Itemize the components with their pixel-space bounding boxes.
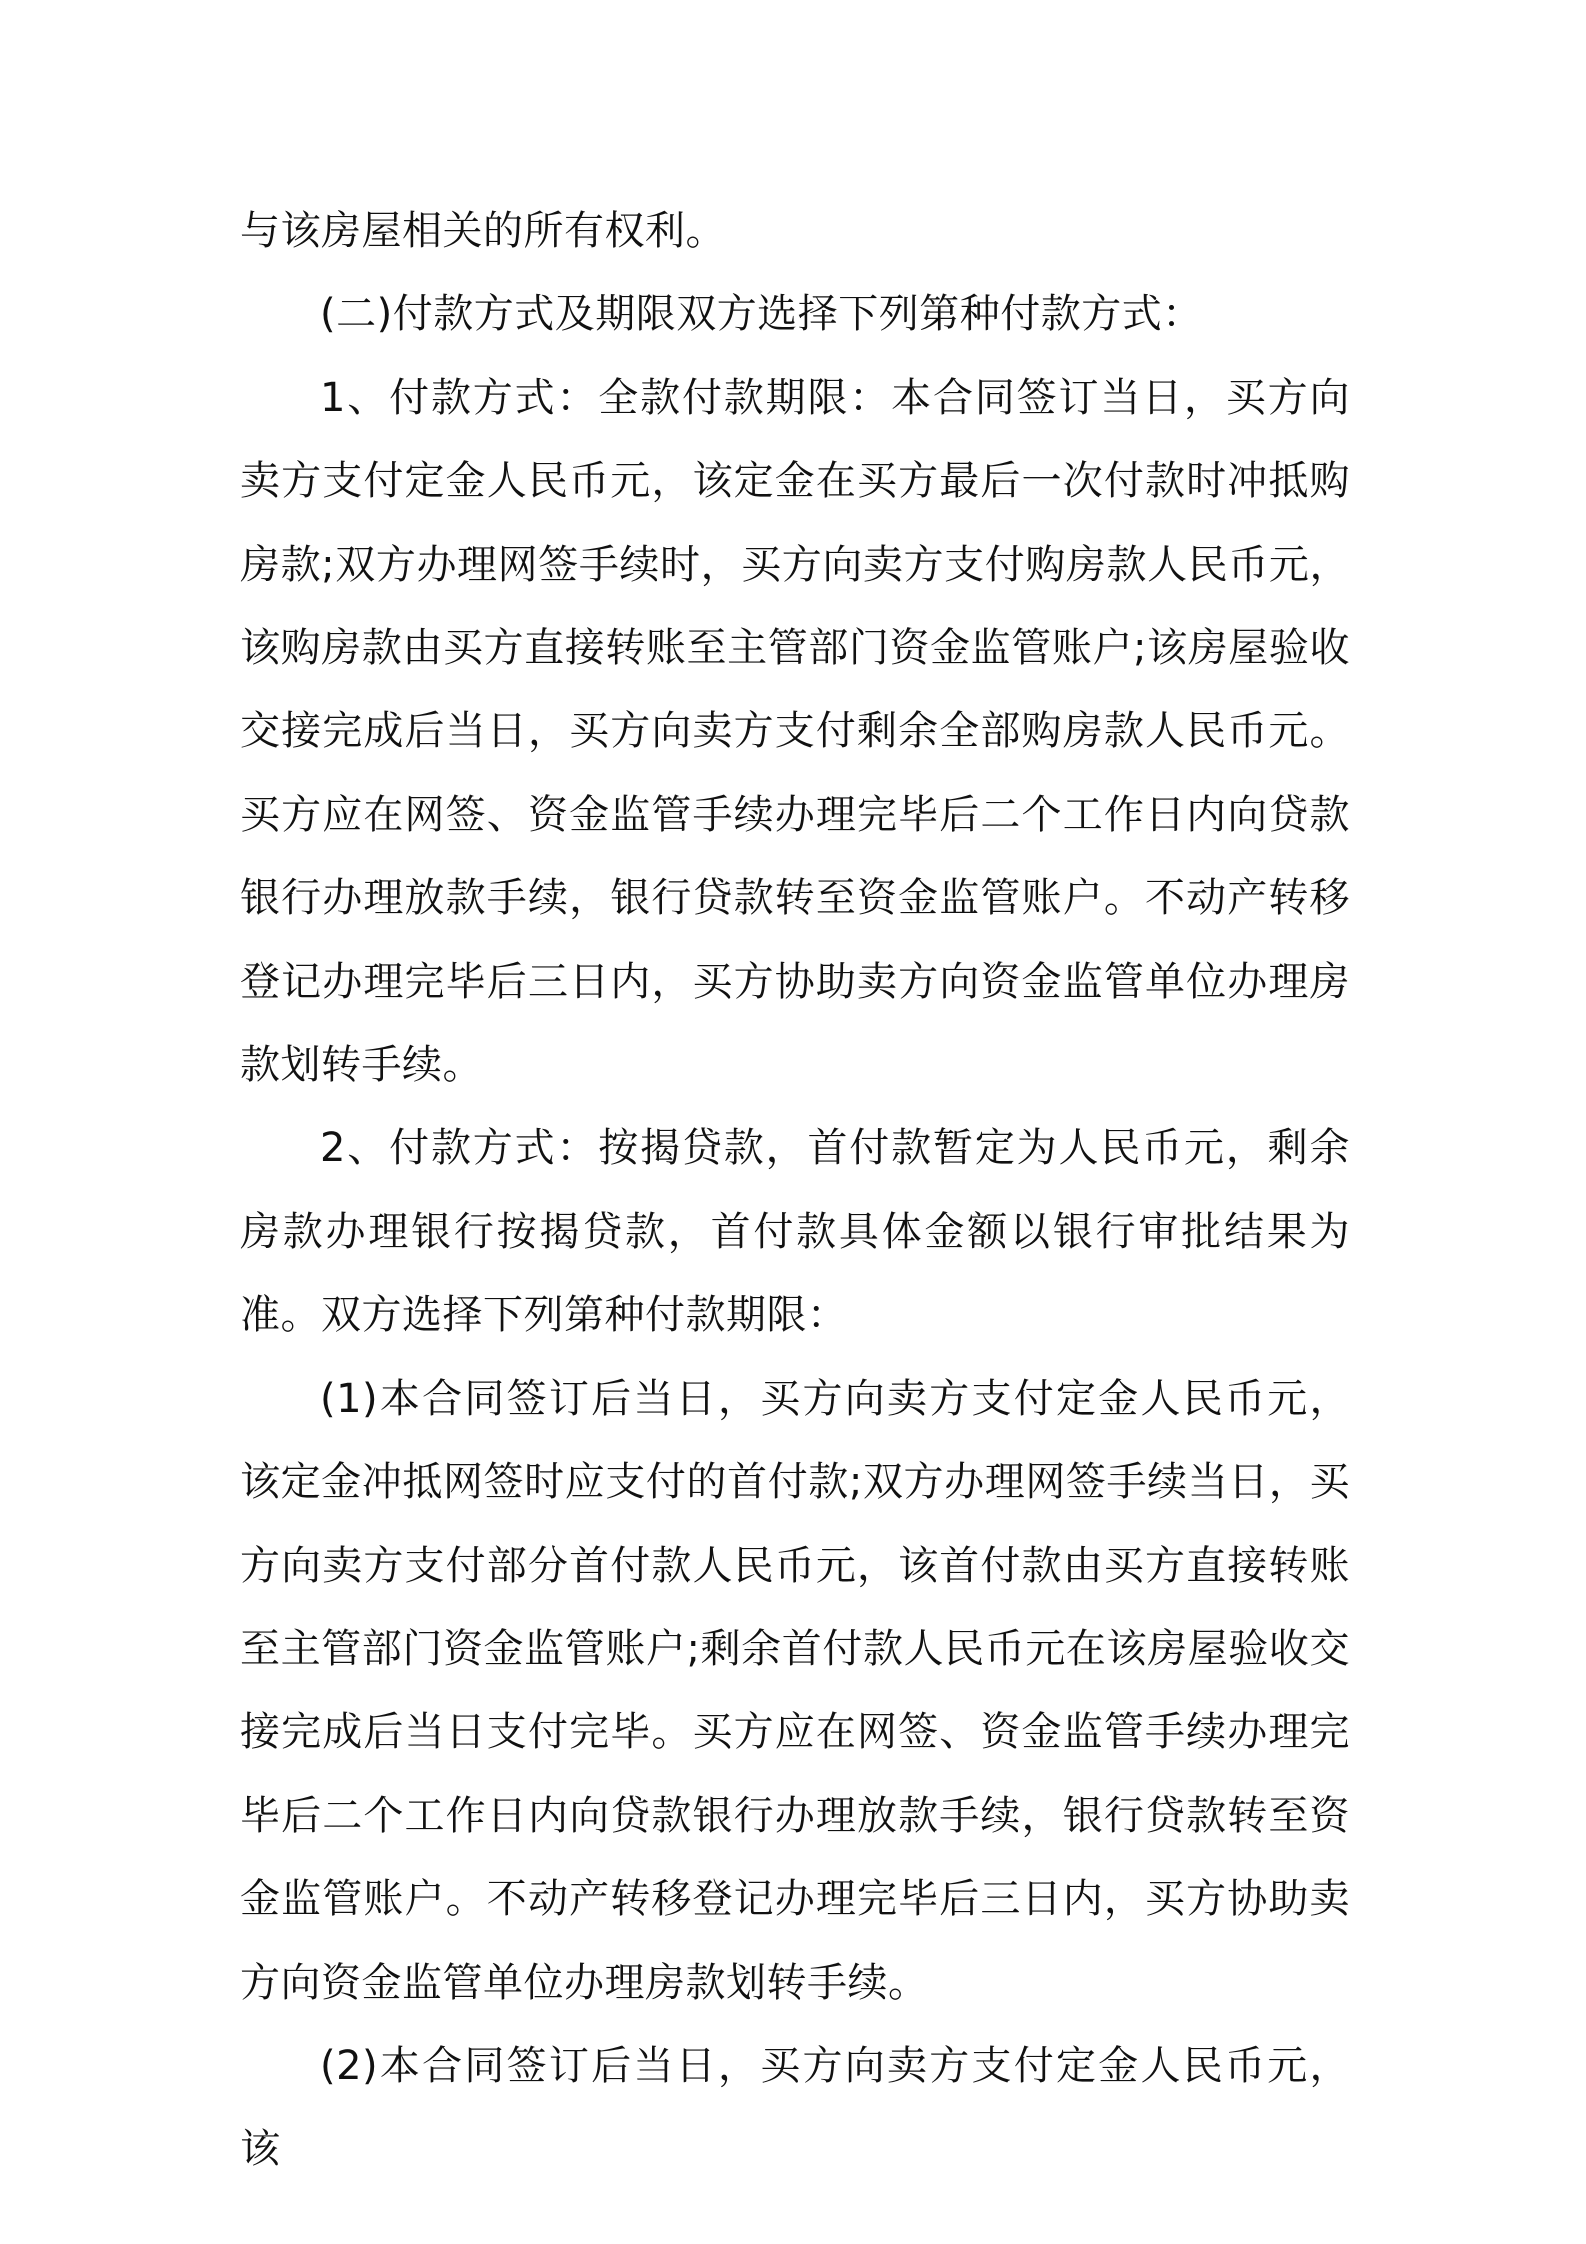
paragraph-continuation: 与该房屋相关的所有权利。 (240, 208, 726, 254)
paragraph-mortgage-payment: 2、付款方式：按揭贷款，首付款暂定为人民币元，剩余房款办理银行按揭贷款，首付款具体金额以银行审批结果为准。双方选择下列第种付款期限： (240, 1125, 1350, 1339)
document-body (240, 190, 1350, 2192)
paragraph-option-2: (2)本合同签订后当日，买方向卖方支付定金人民币元，该 (240, 2042, 1350, 2173)
paragraph-full-payment: 1、付款方式：全款付款期限：本合同签订当日，买方向卖方支付定金人民币元，该定金在买方最后一次付款时冲抵购房款;双方办理网签手续时，买方向卖方支付购房款人民币元，该购房款由买方直接转账至主管部门资金监管账户;该房屋验收交接完成后当日，买方向卖方支付剩余全部购房款人民币元。买方应在网签、资金监管手续办理完毕后二个工作日内向贷款银行办理放款手续，银行贷款转至资金监管账户。不动产转移登记办理完毕后三日内，买方协助卖方向资金监管单位办理房款划转手续。 (240, 374, 1350, 1089)
paragraph-option-1: (1)本合同签订后当日，买方向卖方支付定金人民币元，该定金冲抵网签时应支付的首付款;双方办理网签手续当日，买方向卖方支付部分首付款人民币元，该首付款由买方直接转账至主管部门资金监管账户;剩余首付款人民币元在该房屋验收交接完成后当日支付完毕。买方应在网签、资金监管手续办理完毕后二个工作日内向贷款银行办理放款手续，银行贷款转至资金监管账户。不动产转移登记办理完毕后三日内，买方协助卖方向资金监管单位办理房款划转手续。 (240, 1375, 1350, 2006)
paragraph-payment-heading: (二)付款方式及期限双方选择下列第种付款方式： (320, 291, 1203, 338)
